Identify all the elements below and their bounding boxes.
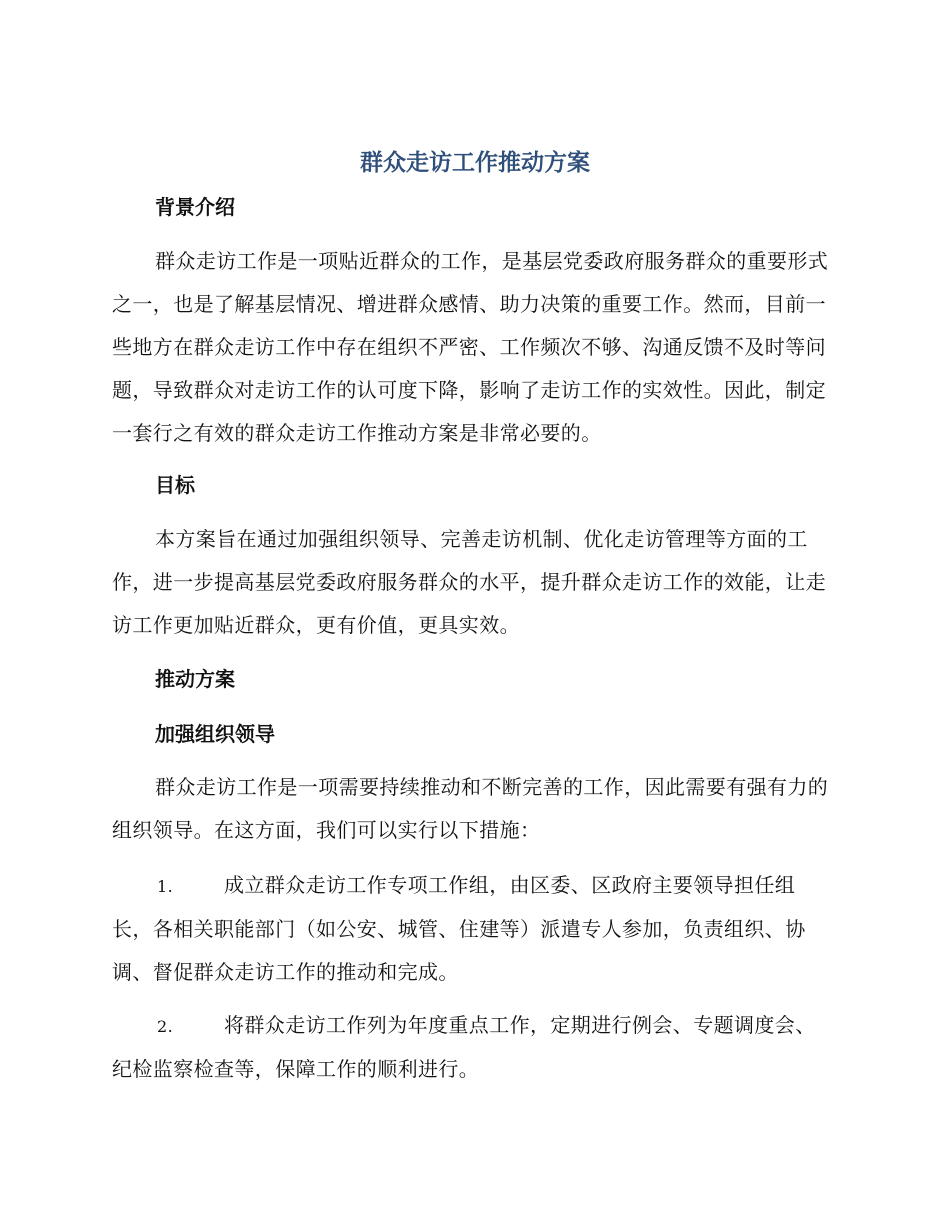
section-heading-leadership: 加强组织领导 <box>155 722 275 746</box>
section-paragraph-goal: 本方案旨在通过加强组织领导、完善走访机制、优化走访管理等方面的工作，进一步提高基层党委政府服务群众的水平，提升群众走访工作的效能，让走访工作更加贴近群众，更有价值，更具实效。 <box>112 527 826 637</box>
section-heading-background: 背景介绍 <box>155 195 235 219</box>
list-item <box>112 864 834 994</box>
section-paragraph-leadership: 群众走访工作是一项需要持续推动和不断完善的工作，因此需要有强有力的组织领导。在这方面，我们可以实行以下措施： <box>112 775 829 842</box>
section-heading-plan: 推动方案 <box>155 667 235 691</box>
list-item <box>112 1004 834 1091</box>
list-item-number: 2. <box>157 1017 174 1036</box>
section-paragraph-background: 群众走访工作是一项贴近群众的工作，是基层党委政府服务群众的重要形式之一，也是了解基层情况、增进群众感情、助力决策的重要工作。然而，目前一些地方在群众走访工作中存在组织不严密、工作频次不够、沟通反馈不及时等问题，导致群众对走访工作的认可度下降，影响了走访工作的实效性。因此，制定一套行之有效的群众走访工作推动方案是非常必要的。 <box>112 249 829 445</box>
list-item-text: 成立群众走访工作专项工作组，由区委、区政府主要领导担任组长，各相关职能部门（如公安、城管、住建等）派遣专人参加，负责组织、协调、督促群众走访工作的推动和完成。 <box>112 873 806 984</box>
list-item-number: 1. <box>157 877 174 896</box>
document-title: 群众走访工作推动方案 <box>360 150 590 176</box>
section-heading-goal: 目标 <box>155 473 195 497</box>
list-item-text: 将群众走访工作列为年度重点工作，定期进行例会、专题调度会、纪检监察检查等，保障工作的顺利进行。 <box>112 1013 816 1081</box>
